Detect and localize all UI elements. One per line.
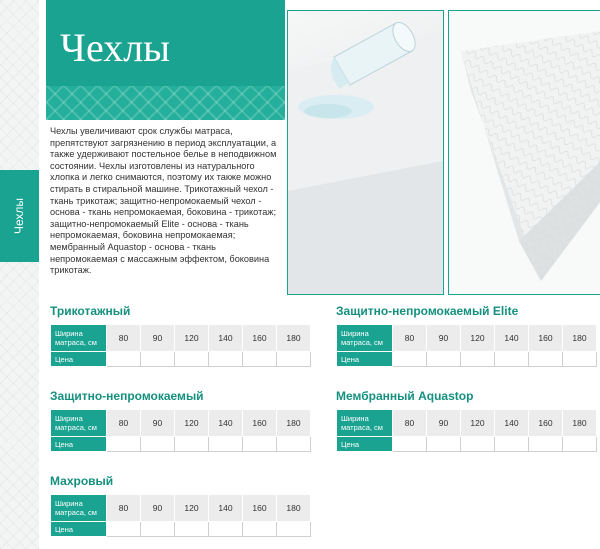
- price-cell: [461, 437, 495, 452]
- price-cell: [529, 352, 563, 367]
- price-cell: [243, 522, 277, 537]
- price-table-terry: [50, 494, 311, 537]
- size-cell: 90: [141, 410, 175, 437]
- price-cell: [277, 522, 311, 537]
- size-cell: 90: [141, 495, 175, 522]
- size-cell: 120: [175, 410, 209, 437]
- width-label: Ширина матраса, см: [337, 325, 393, 352]
- size-cell: 120: [175, 325, 209, 352]
- price-cell: [563, 437, 597, 452]
- size-cell: 180: [563, 410, 597, 437]
- size-cell: 180: [277, 495, 311, 522]
- price-cell: [209, 522, 243, 537]
- size-cell: 160: [243, 325, 277, 352]
- section-title-elite: Защитно-непромокаемый Elite: [336, 304, 519, 318]
- size-cell: 90: [427, 325, 461, 352]
- price-cell: [495, 352, 529, 367]
- size-cell: 80: [107, 410, 141, 437]
- mattress-cover-photo: [448, 10, 600, 295]
- intro-text: Чехлы увеличивают срок службы матраса, препятствуют загрязнению в период эксплуатации, а также удерживают постельное белье в неподвижном состоянии. Чехлы изготовлены из натурального хлопка и легко снимаются, поэтому их также можно стирать в стиральной машине. Трикотажный чехол - ткань трикотаж; защитно-непромокаемый чехол - основа - ткань непромокаемая, боковина - трикотаж; защитно-непромокаемый Elite - основа - ткань непромокаемая, боковина непромокаемая; мембранный Aquastop - основа - ткань непромокаемая с массажным эффектом, боковина трикотаж.: [50, 126, 277, 276]
- price-label: Цена: [337, 437, 393, 452]
- size-cell: 80: [393, 410, 427, 437]
- price-cell: [141, 352, 175, 367]
- size-cell: 140: [209, 325, 243, 352]
- size-cell: 140: [209, 495, 243, 522]
- size-cell: 140: [495, 410, 529, 437]
- price-cell: [175, 522, 209, 537]
- size-cell: 160: [529, 410, 563, 437]
- size-cell: 180: [277, 410, 311, 437]
- price-label: Цена: [51, 352, 107, 367]
- mattress-illustration: [449, 11, 600, 294]
- price-cell: [277, 352, 311, 367]
- water-glass-illustration: [288, 11, 443, 294]
- size-cell: 120: [175, 495, 209, 522]
- price-cell: [461, 352, 495, 367]
- price-cell: [209, 437, 243, 452]
- price-table-aquastop: [336, 409, 597, 452]
- price-cell: [107, 352, 141, 367]
- width-label: Ширина матраса, см: [51, 325, 107, 352]
- section-title-terry: Махровый: [50, 474, 114, 488]
- size-cell: 90: [141, 325, 175, 352]
- size-cell: 120: [461, 325, 495, 352]
- price-table-knitted: [50, 324, 311, 367]
- price-table-elite: [336, 324, 597, 367]
- width-label: Ширина матраса, см: [51, 410, 107, 437]
- width-label: Ширина матраса, см: [337, 410, 393, 437]
- price-cell: [107, 522, 141, 537]
- size-cell: 140: [495, 325, 529, 352]
- price-cell: [563, 352, 597, 367]
- side-tab: [0, 170, 39, 262]
- side-pattern: [0, 0, 39, 549]
- water-glass-photo: [287, 10, 444, 295]
- price-cell: [107, 437, 141, 452]
- price-cell: [141, 522, 175, 537]
- size-cell: 80: [393, 325, 427, 352]
- size-cell: 80: [107, 325, 141, 352]
- price-table-waterproof: [50, 409, 311, 452]
- header-pattern: [46, 86, 285, 120]
- price-label: Цена: [51, 437, 107, 452]
- section-title-aquastop: Мембранный Aquastop: [336, 389, 474, 403]
- size-cell: 180: [563, 325, 597, 352]
- size-cell: 160: [243, 410, 277, 437]
- size-cell: 180: [277, 325, 311, 352]
- price-cell: [495, 437, 529, 452]
- price-cell: [529, 437, 563, 452]
- size-cell: 120: [461, 410, 495, 437]
- price-cell: [141, 437, 175, 452]
- size-cell: 160: [529, 325, 563, 352]
- price-cell: [427, 352, 461, 367]
- section-title-waterproof: Защитно-непромокаемый: [50, 389, 204, 403]
- section-title-knitted: Трикотажный: [50, 304, 131, 318]
- price-cell: [393, 352, 427, 367]
- header-banner: [46, 0, 285, 120]
- side-tab-label: Чехлы: [12, 197, 27, 235]
- page-title: Чехлы: [60, 25, 171, 70]
- size-cell: 160: [243, 495, 277, 522]
- price-label: Цена: [51, 522, 107, 537]
- size-cell: 140: [209, 410, 243, 437]
- price-cell: [427, 437, 461, 452]
- price-cell: [243, 352, 277, 367]
- price-cell: [175, 437, 209, 452]
- size-cell: 90: [427, 410, 461, 437]
- price-label: Цена: [337, 352, 393, 367]
- size-cell: 80: [107, 495, 141, 522]
- width-label: Ширина матраса, см: [51, 495, 107, 522]
- price-cell: [175, 352, 209, 367]
- price-cell: [393, 437, 427, 452]
- price-cell: [209, 352, 243, 367]
- price-cell: [277, 437, 311, 452]
- price-cell: [243, 437, 277, 452]
